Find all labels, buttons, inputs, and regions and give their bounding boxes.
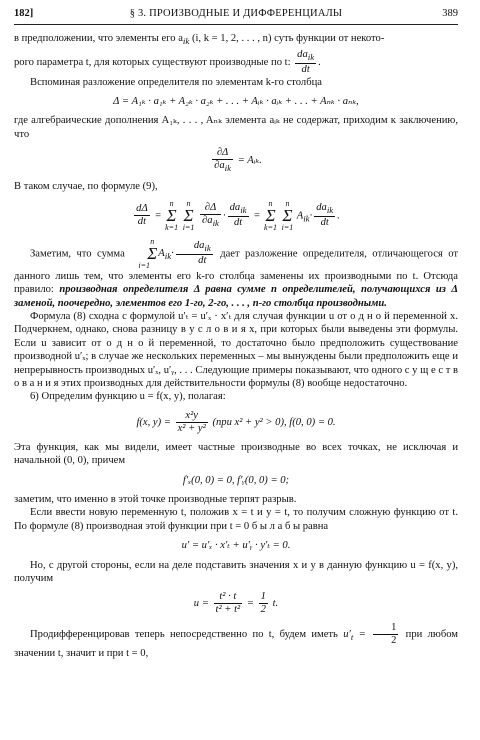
equation-substitution: u = $\frac{\text{t² · t}}{\text{t² + t²}}$ = $\frac{1}{2}$ t. (193, 591, 279, 616)
paragraph-4: В таком случае, по формуле (9), (14, 181, 158, 193)
section-title: § 3. ПРОИЗВОДНЫЕ И ДИФФЕРЕНЦИАЛЫ (129, 8, 343, 19)
equation-partial: $\frac{\partial\Delta}{\partial a_{ik}}$ = Aᵢₖ. (214, 147, 262, 174)
paragraph-11: Но, с другой стороны, если на деле подставить значения x и y в данную функцию u = f(x, y), получим (14, 559, 458, 585)
paragraph-8: Эта функция, как мы видели, имеет частные производные во всех точках, не исключая и начальной (0, 0), причем (14, 441, 458, 467)
paragraph-1: в предположении, что элементы его $a_{ik}$ (i, k = 1, 2, . . . , n) суть функции от некото- рого параметра t, для которых существуют производные по t: $\frac{da_{ik}}{dt}$ . (14, 33, 385, 75)
equation-chain-rule: u′ = u′ₓ · x′ₜ + u′ᵧ · y′ₜ = 0. (181, 540, 291, 552)
header-rule (14, 24, 458, 25)
paragraph-6: Формула (8) сходна с формулой u′ₜ = u′ₓ · x′ₜ для случая функции u от о д н о й переменной x. Подчеркнем, однако, снова разницу в у с л о в и я х, при которых были выведены эти формулы. Если u зависит от о д н о й переменной, то достаточно было предположить существование производной u′ₓ; в случае же нескольких переменных – мы вынуждены были предположить еще и непрерывность производных u′ₓ, u′ᵧ, . . . Следующие примеры показывают, что одного с у щ е с т в о в а н и я этих производных для действительности формулы (8) вообще недостаточно. (14, 310, 458, 390)
equation-derivative: $\frac{d\Delta}{dt}$ = n Σ k=1 n Σ i=1 $\frac{\partial\Delta}{\partial a_{ik}}$ · $\frac{da_{ik}}{dt}$ = n Σ k=1 n Σ i=1 $A_{ik}\cdot$ $\frac{da_{ik}}{dt}$ . (136, 198, 340, 232)
paragraph-2: Вспоминая разложение определителя по элементам k-го столбца (30, 76, 322, 88)
page-body (14, 32, 458, 661)
equation-partials-zero: f′ₓ(0, 0) = 0, f′ᵧ(0, 0) = 0; (182, 474, 290, 486)
page-header (14, 8, 458, 24)
paragraph-7: 6) Определим функцию u = f(x, y), полагая: (30, 391, 226, 403)
page-number-right: 389 (442, 8, 458, 19)
paragraph-3: где алгебраические дополнения A₁ₖ, . . . , Aₙₖ элемента aᵢₖ не содержат, приходим к заключению, что (14, 115, 458, 140)
equation-expansion: Δ = A₁ₖ · a₁ₖ + A₂ₖ · a₂ₖ + . . . + Aᵢₖ · aᵢₖ + . . . + Aₙₖ · aₙₖ, (113, 96, 359, 108)
paragraph-10: Если ввести новую переменную t, положив x = t и y = t, то получим сложную функцию от t. По формуле (8) производная этой функции при t = 0 б ы л а б ы равна (14, 507, 458, 532)
paragraph-12: Продифференцировав теперь непосредственно по t, будем иметь $u'_t$ = $\frac{1}{2}$ при любом значении t, значит и при t = 0, (14, 622, 459, 660)
paragraph-9: заметим, что именно в этой точке производные терпят разрыв. (14, 494, 297, 506)
fraction-daik-dt: $\frac{da_{ik}}{dt}$ (297, 48, 315, 75)
page-number-left: 182] (14, 8, 34, 19)
paragraph-5: Заметим, что сумма n Σ $i=1A_{ik}\cdot$ $\frac{da_{ik}}{dt}$ дает разложение определителя, отличающегося от данного лишь тем, что элементы его k-го столбца заменены их производными по t. Отсюда правило: производная определителя Δ равна сумме n определителей, получающихся из Δ заменой, поочередно, элементов его 1-го, 2-го, . . . , n-го столбца производными. (14, 236, 458, 309)
equation-function-def: f(x, y) = $\frac{\text{x²y}}{\text{x² + y²}}$ (при x² + y² > 0), f(0, 0) = 0. (136, 409, 336, 434)
